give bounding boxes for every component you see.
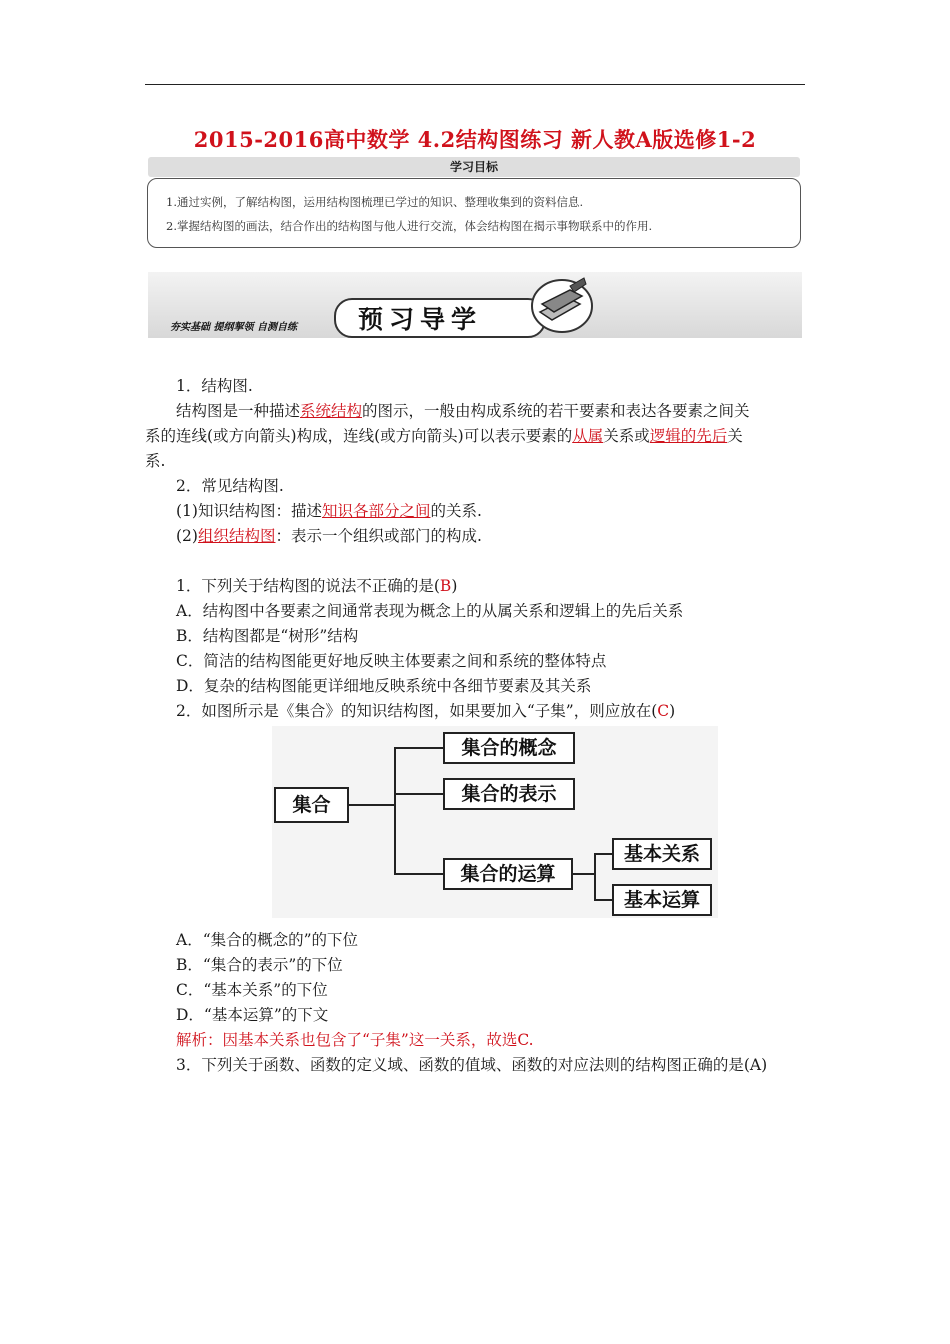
text: 的图示，一般由构成系统的若干要素和表达各要素之间关	[362, 402, 750, 420]
objectives-box	[147, 178, 801, 248]
connector	[572, 873, 596, 875]
banner-title: 预习导学	[358, 305, 483, 334]
section-1-line-2	[145, 424, 743, 446]
banner-subtitle: 夯实基础 提纲挈领 自测自练	[170, 322, 297, 333]
section-1-line-1	[176, 399, 750, 421]
objective-item: 2.掌握结构图的画法，结合作出的结构图与他人进行交流，体会结构图在揭示事物联系中的作用.	[166, 219, 653, 233]
connector	[394, 873, 444, 875]
connector	[594, 853, 612, 855]
text: 的关系.	[430, 502, 482, 520]
q2-stem	[176, 699, 675, 721]
q2-option: D．“基本运算”的下文	[176, 1006, 329, 1024]
q2-option: B．“集合的表示”的下位	[176, 956, 343, 974]
text: 3．下列关于函数、函数的定义域、函数的值域、函数的对应法则的结构图正确的是(	[176, 1056, 750, 1074]
q2-analysis: 解析：因基本关系也包含了“子集”这一关系，故选C.	[176, 1031, 534, 1049]
q1-option: B．结构图都是“树形”结构	[176, 627, 359, 645]
objectives-heading: 学习目标	[148, 157, 800, 177]
text: )	[669, 702, 676, 720]
q2-option: A．“集合的概念的”的下位	[176, 931, 359, 949]
section-2-item-1	[176, 499, 482, 521]
node-set-operations: 集合的运算	[443, 858, 573, 890]
connector	[394, 793, 444, 795]
text: (2)	[176, 527, 198, 545]
q1-option: C．简洁的结构图能更好地反映主体要素之间和系统的整体特点	[176, 652, 607, 670]
q3-answer: A	[749, 1056, 762, 1074]
section-2-item-2	[176, 524, 482, 546]
text: (1)知识结构图：描述	[176, 502, 322, 520]
key-subordinate: 从属	[572, 427, 604, 445]
text: 2．如图所示是《集合》的知识结构图，如果要加入“子集”，则应放在(	[176, 702, 658, 720]
text: 结构图是一种描述	[176, 402, 301, 420]
connector	[394, 747, 396, 875]
section-2-title: 2．常见结构图.	[176, 477, 284, 495]
section-1-line-3: 系.	[145, 452, 166, 470]
node-basic-relation: 基本关系	[612, 838, 712, 870]
text: ：表示一个组织或部门的构成.	[275, 527, 482, 545]
text: 系的连线(或方向箭头)构成，连线(或方向箭头)可以表示要素的	[145, 427, 573, 445]
section-1-title: 1．结构图.	[176, 377, 253, 395]
key-system-structure: 系统结构	[300, 402, 363, 420]
node-set-representation: 集合的表示	[443, 778, 575, 810]
key-org-chart: 组织结构图	[197, 527, 276, 545]
q1-answer: B	[439, 577, 452, 595]
q1-stem	[176, 574, 457, 596]
q3-stem	[176, 1053, 767, 1075]
books-icon	[524, 274, 594, 334]
key-knowledge-parts: 知识各部分之间	[321, 502, 431, 520]
connector	[394, 747, 444, 749]
node-basic-operation: 基本运算	[612, 884, 712, 916]
text: )	[451, 577, 458, 595]
connector	[348, 804, 396, 806]
page-title: 2015-2016高中数学 4.2结构图练习 新人教A版选修1-2	[193, 127, 757, 152]
text: 关系或	[603, 427, 650, 445]
text: )	[761, 1056, 768, 1074]
preview-banner	[148, 272, 802, 338]
connector	[594, 853, 596, 901]
node-set-concept: 集合的概念	[443, 732, 575, 764]
connector	[594, 899, 612, 901]
q2-option: C．“基本关系”的下位	[176, 981, 328, 999]
text: 1．下列关于结构图的说法不正确的是(	[176, 577, 440, 595]
key-logical-order: 逻辑的先后	[649, 427, 728, 445]
q1-option: D．复杂的结构图能更详细地反映系统中各细节要素及其关系	[176, 677, 592, 695]
node-set: 集合	[274, 787, 349, 823]
q2-answer: C	[657, 702, 670, 720]
text: 关	[727, 427, 743, 445]
top-rule	[145, 84, 805, 85]
set-structure-diagram	[272, 726, 718, 918]
objective-item: 1.通过实例，了解结构图，运用结构图梳理已学过的知识、整理收集到的资料信息.	[166, 195, 584, 209]
q1-option: A．结构图中各要素之间通常表现为概念上的从属关系和逻辑上的先后关系	[176, 602, 684, 620]
